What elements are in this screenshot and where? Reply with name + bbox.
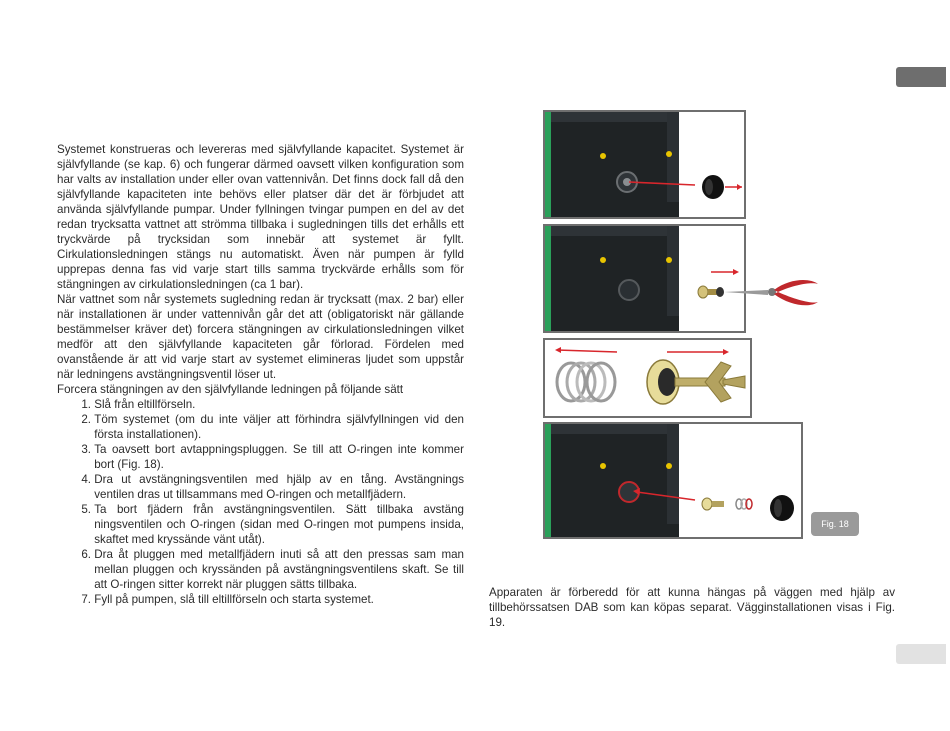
left-column: [57, 142, 464, 607]
step-item: [57, 592, 464, 607]
step-text: Dra åt pluggen med metallfjädern inuti så att den pressas sam man mellan pluggen och kryssänden på avstängningsventilens skaft. Se till att O-ringen sitter korrekt när pluggen sätts tillbaka.: [94, 548, 464, 591]
step-text: Töm systemet (om du inte väljer att förhindra självfyllningen vid den första installationen).: [94, 413, 464, 441]
step-text: Ta bort fjädern från avstängningsventilen. Sätt tillbaka avstäng ningsventilen och O-ringen (sidan med O-ringen mot pumpens insida, skaftet med kryssände vänt utåt).: [94, 503, 464, 546]
step-text: Dra ut avstängningsventilen med hjälp av en tång. Avstängnings ventilen dras ut tillsammans med O-ringen och metallfjädern.: [94, 473, 464, 501]
step-item: [57, 472, 464, 502]
figure-reassemble: [543, 422, 803, 539]
figure-label-badge: Fig. 18: [811, 512, 859, 536]
step-item: [57, 502, 464, 547]
paragraph-wall-mounting: Apparaten är förberedd för att kunna hängas på väggen med hjälp av tillbehörssatsen DAB som kan köpas separat. Vägginstallationen visas i Fig. 19.: [489, 586, 895, 629]
step-item: [57, 547, 464, 592]
figure-remove-plug: [543, 110, 746, 219]
step-number: 6.: [81, 548, 91, 561]
figure-spring-valve: [543, 338, 752, 418]
procedure-steps: [57, 397, 464, 607]
step-text: Slå från eltillförseln.: [94, 398, 196, 411]
pump-remove-plug-illustration: [545, 112, 744, 217]
step-item: [57, 412, 464, 442]
paragraph-pressurized: När vattnet som når systemets sugledning redan är trycksatt (max. 2 bar) eller när installationen är under vattennivån går det att (obligatoriskt när gällande bestämmelser kräver det) forcera stängningen av cirkulationsledningen vilket medför att den självfyllande kapaciteten går förlorad. Fördelen med ovanstående är att vid varje start av systemet elimineras ljudet som uppstår när ledningens avstängningsventil löser ut.: [57, 293, 464, 381]
step-number: 2.: [81, 413, 91, 426]
paragraph-procedure-intro: Forcera stängningen av den självfyllande ledningen på följande sätt: [57, 383, 404, 396]
pliers-icon: [690, 270, 825, 314]
step-number: 7.: [81, 593, 91, 606]
page-tab-marker-bottom: [896, 644, 946, 664]
paragraph-self-priming: Systemet konstrueras och levereras med självfyllande kapacitet. Systemet är självfyllande (se kap. 6) och fungerar därmed oavsett vilken konfiguration som har valts av installation under eller ovan vattennivån. Det finns dock fall då den självfyllande kapaciteten inte behövs eller platser där det är förbjudet att använda självfyllande pumpar. Under fyllningen tvingar pumpen en del av det redan trycksatta vattnet att strömma tillbaka i sugledningen tills det erhålls ett tryckvärde på trycksidan som innebär att systemet är fyllt. Cirkulationsledningen stängs nu automatiskt. Även när pumpen är fylld upprepas denna fas vid varje start tills samma tryckvärde erhålls som för stängningen av cirkulationsledningen (ca 1 bar).: [57, 143, 464, 291]
spring-valve-illustration: [545, 340, 750, 416]
step-text: Ta oavsett bort avtappningspluggen. Se till att O-ringen inte kommer bort (Fig. 18).: [94, 443, 464, 471]
step-number: 4.: [81, 473, 91, 486]
pump-reassemble-illustration: [545, 424, 801, 537]
step-number: 5.: [81, 503, 91, 516]
step-item: [57, 442, 464, 472]
step-number: 3.: [81, 443, 91, 456]
page-tab-marker-top: [896, 67, 946, 87]
step-number: 1.: [81, 398, 91, 411]
step-item: [57, 397, 464, 412]
step-text: Fyll på pumpen, slå till eltillförseln och starta systemet.: [94, 593, 374, 606]
